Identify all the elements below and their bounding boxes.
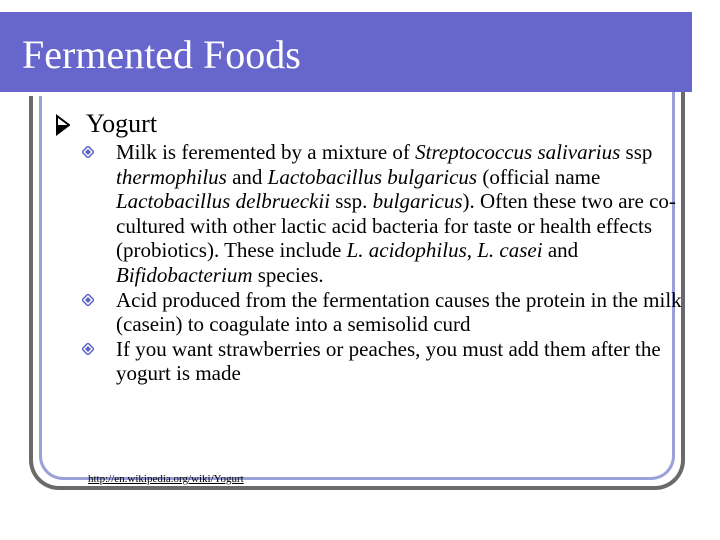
- bullet-list: [82, 140, 682, 386]
- italic-term: Streptococcus salivarius: [415, 140, 621, 164]
- bullet-text: Milk is feremented by a mixture of: [116, 140, 416, 164]
- italic-term: Bifidobacterium: [116, 262, 253, 287]
- italic-term: thermophilus: [116, 164, 227, 189]
- italic-term: L. acidophilus: [346, 238, 467, 263]
- bullet-text: ssp: [620, 140, 653, 164]
- title-underline: [0, 92, 636, 96]
- bullet-text: ssp.: [330, 189, 373, 214]
- italic-term: Lactobacillus bulgaricus: [267, 164, 478, 189]
- bullet-text: If you want strawberries or peaches, you must add them after the yogurt is made: [116, 336, 661, 386]
- bullet-text: ,: [466, 238, 478, 263]
- italic-term: L. casei: [477, 238, 543, 263]
- diamond-bullet-icon: [82, 343, 94, 355]
- bullet-text: and: [226, 164, 268, 189]
- source-link[interactable]: http://en.wikipedia.org/wiki/Yogurt: [88, 473, 244, 485]
- level1-item: [56, 108, 676, 142]
- bullet-item: [82, 140, 682, 288]
- level1-text: Yogurt: [86, 109, 158, 138]
- bullet-text: ). Often these two are co-cultured with other lactic acid bacteria for taste or health effects (probiotics). These include: [116, 189, 676, 263]
- diamond-bullet-icon: [82, 294, 94, 306]
- slide-title: Fermented Foods: [22, 32, 301, 77]
- arrow-bullet-icon: [56, 114, 70, 136]
- bullet-text: (official name: [477, 164, 601, 189]
- bullet-item: [82, 337, 682, 386]
- italic-term: bulgaricus: [372, 189, 463, 214]
- diamond-bullet-icon: [82, 146, 94, 158]
- bullet-text: and: [542, 238, 579, 263]
- bullet-text: species.: [252, 262, 324, 287]
- italic-term: Lactobacillus delbrueckii: [116, 189, 331, 214]
- bullet-text: Acid produced from the fermentation causes the protein in the milk (casein) to coagulate into a semisolid curd: [116, 287, 682, 337]
- bullet-item: [82, 288, 682, 337]
